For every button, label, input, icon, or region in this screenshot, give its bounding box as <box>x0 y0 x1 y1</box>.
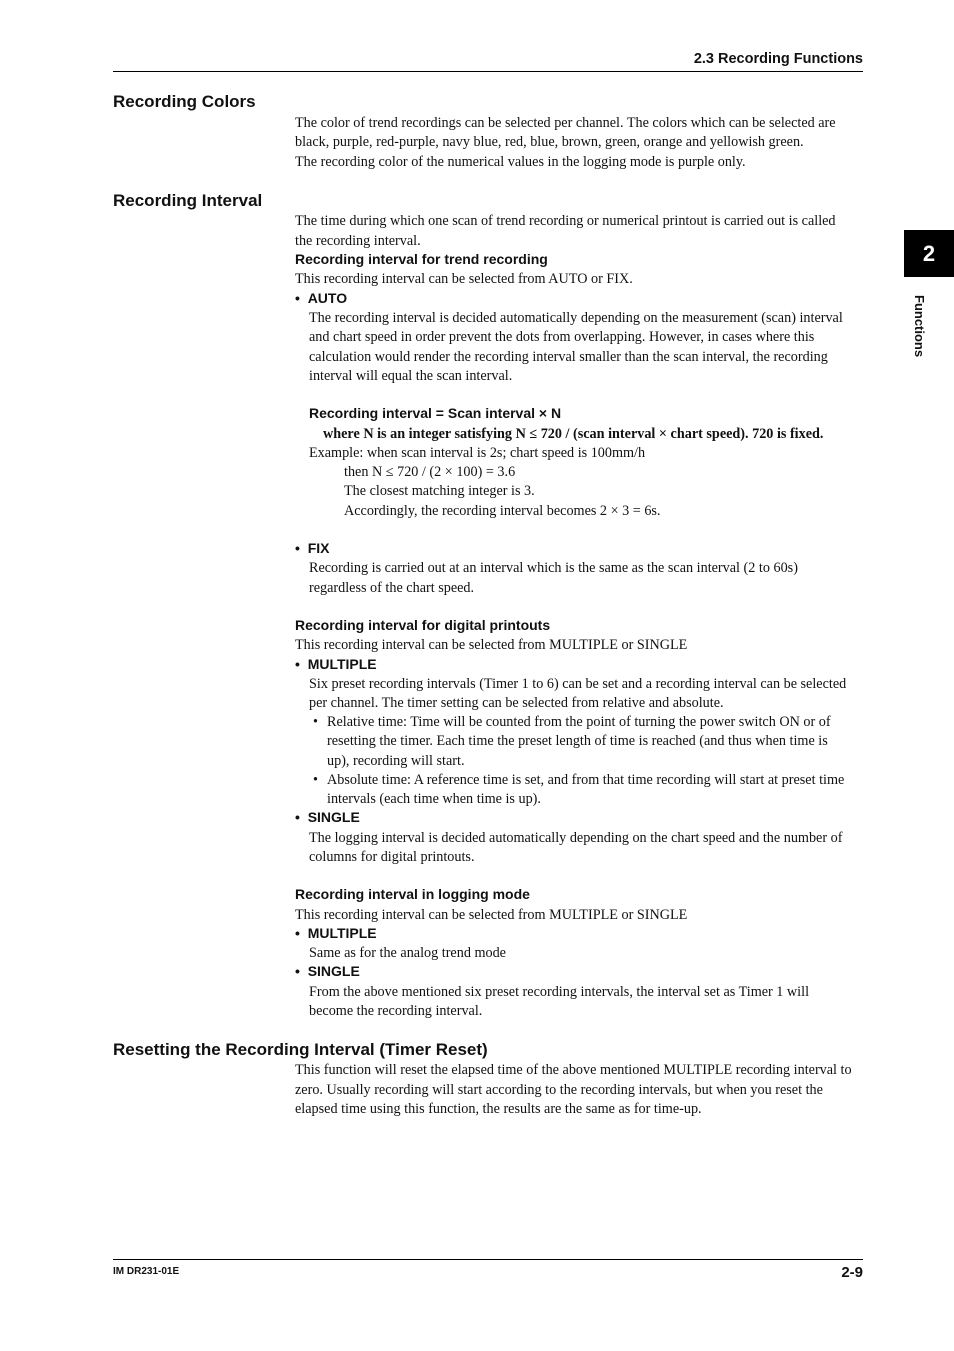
paragraph-line: black, purple, red-purple, navy blue, red, blue, brown, green, orange and yellowish green. <box>295 134 804 150</box>
paragraph-line: The recording interval is decided automatically depending on the measurement (scan) interval <box>309 310 843 326</box>
bullet-multiple: • MULTIPLE <box>295 656 377 672</box>
heading-timer-reset: Resetting the Recording Interval (Timer Reset) <box>113 1040 488 1059</box>
chapter-number-tab: 2 <box>904 230 954 277</box>
example-line: then N ≤ 720 / (2 × 100) = 3.6 <box>344 464 516 480</box>
paragraph-line: This recording interval can be selected from MULTIPLE or SINGLE <box>295 907 688 923</box>
subheading-digital: Recording interval for digital printouts <box>295 617 551 633</box>
document-id: IM DR231-01E <box>113 1266 180 1277</box>
paragraph-line: The time during which one scan of trend recording or numerical printout is carried out is called <box>295 213 836 229</box>
example-line: Example: when scan interval is 2s; chart speed is 100mm/h <box>309 445 646 461</box>
paragraph-line: per channel. The timer setting can be selected from relative and absolute. <box>309 695 724 711</box>
paragraph-line: elapsed time using this function, the results are the same as for time-up. <box>295 1101 702 1117</box>
subheading-trend: Recording interval for trend recording <box>295 251 548 267</box>
example-line: Accordingly, the recording interval becomes 2 × 3 = 6s. <box>344 503 661 519</box>
paragraph-line: the recording interval. <box>295 233 421 249</box>
paragraph-line: resetting the timer. Each time the preset length of time is reached (and thus when time is <box>327 733 828 749</box>
heading-recording-interval: Recording Interval <box>113 191 263 210</box>
bullet-single: • SINGLE <box>295 809 360 825</box>
header-rule <box>113 71 863 72</box>
bullet-single: • SINGLE <box>295 963 360 979</box>
formula: Recording interval = Scan interval × N <box>309 405 562 421</box>
paragraph-line: Same as for the analog trend mode <box>309 945 506 961</box>
bullet-label: SINGLE <box>307 809 360 825</box>
paragraph-line: regardless of the chart speed. <box>309 580 475 596</box>
running-header: 2.3 Recording Functions <box>693 51 863 67</box>
paragraph-line: Absolute time: A reference time is set, and from that time recording will start at preset time <box>327 772 845 788</box>
paragraph-line: This function will reset the elapsed time of the above mentioned MULTIPLE recording interval to <box>295 1062 852 1078</box>
bullet-label: SINGLE <box>307 963 360 979</box>
paragraph-line: zero. Usually recording will start according to the recording intervals, but when you reset the <box>295 1082 823 1098</box>
paragraph-line: up), recording will start. <box>327 753 465 769</box>
heading-recording-colors: Recording Colors <box>113 92 256 111</box>
paragraph-line: This recording interval can be selected from MULTIPLE or SINGLE <box>295 637 688 653</box>
paragraph-line: The logging interval is decided automatically depending on the chart speed and the number of <box>309 830 843 846</box>
bullet-auto: • AUTO <box>295 290 348 306</box>
paragraph-line: interval will equal the scan interval. <box>309 368 513 384</box>
paragraph-line: Recording is carried out at an interval which is the same as the scan interval (2 to 60s) <box>309 560 798 576</box>
bullet-multiple: • MULTIPLE <box>295 925 377 941</box>
bullet-label: MULTIPLE <box>307 656 377 672</box>
chapter-label-text: Functions <box>912 295 927 358</box>
paragraph-line: become the recording interval. <box>309 1003 483 1019</box>
paragraph-line: This recording interval can be selected from AUTO or FIX. <box>295 271 633 287</box>
sub-bullet: • <box>313 714 318 730</box>
chapter-label <box>910 295 940 365</box>
paragraph-line: intervals (each time when time is up). <box>327 791 541 807</box>
footer-rule <box>113 1259 863 1260</box>
paragraph-line: The recording color of the numerical values in the logging mode is purple only. <box>295 154 746 170</box>
paragraph-line: The color of trend recordings can be selected per channel. The colors which can be selected are <box>295 115 836 131</box>
paragraph-line: From the above mentioned six preset recording intervals, the interval set as Timer 1 will <box>309 984 810 1000</box>
sub-bullet: • <box>313 772 318 788</box>
paragraph-line: Relative time: Time will be counted from the point of turning the power switch ON or of <box>327 714 831 730</box>
bullet-fix: • FIX <box>295 540 330 556</box>
example-line: The closest matching integer is 3. <box>344 483 535 499</box>
subheading-logging: Recording interval in logging mode <box>295 886 530 902</box>
bullet-label: MULTIPLE <box>307 925 377 941</box>
paragraph-line: Six preset recording intervals (Timer 1 to 6) can be set and a recording interval can be selected <box>309 676 847 692</box>
bullet-label: AUTO <box>307 290 348 306</box>
formula-note: where N is an integer satisfying N ≤ 720 / (scan interval × chart speed). 720 is fixed. <box>323 426 824 442</box>
paragraph-line: and chart speed in order prevent the dots from overlapping. However, in cases where this <box>309 329 815 345</box>
paragraph-line: columns for digital printouts. <box>309 849 475 865</box>
page-number: 2-9 <box>841 1264 863 1281</box>
bullet-label: FIX <box>307 540 330 556</box>
paragraph-line: calculation would render the recording interval smaller than the scan interval, the recording <box>309 349 828 365</box>
